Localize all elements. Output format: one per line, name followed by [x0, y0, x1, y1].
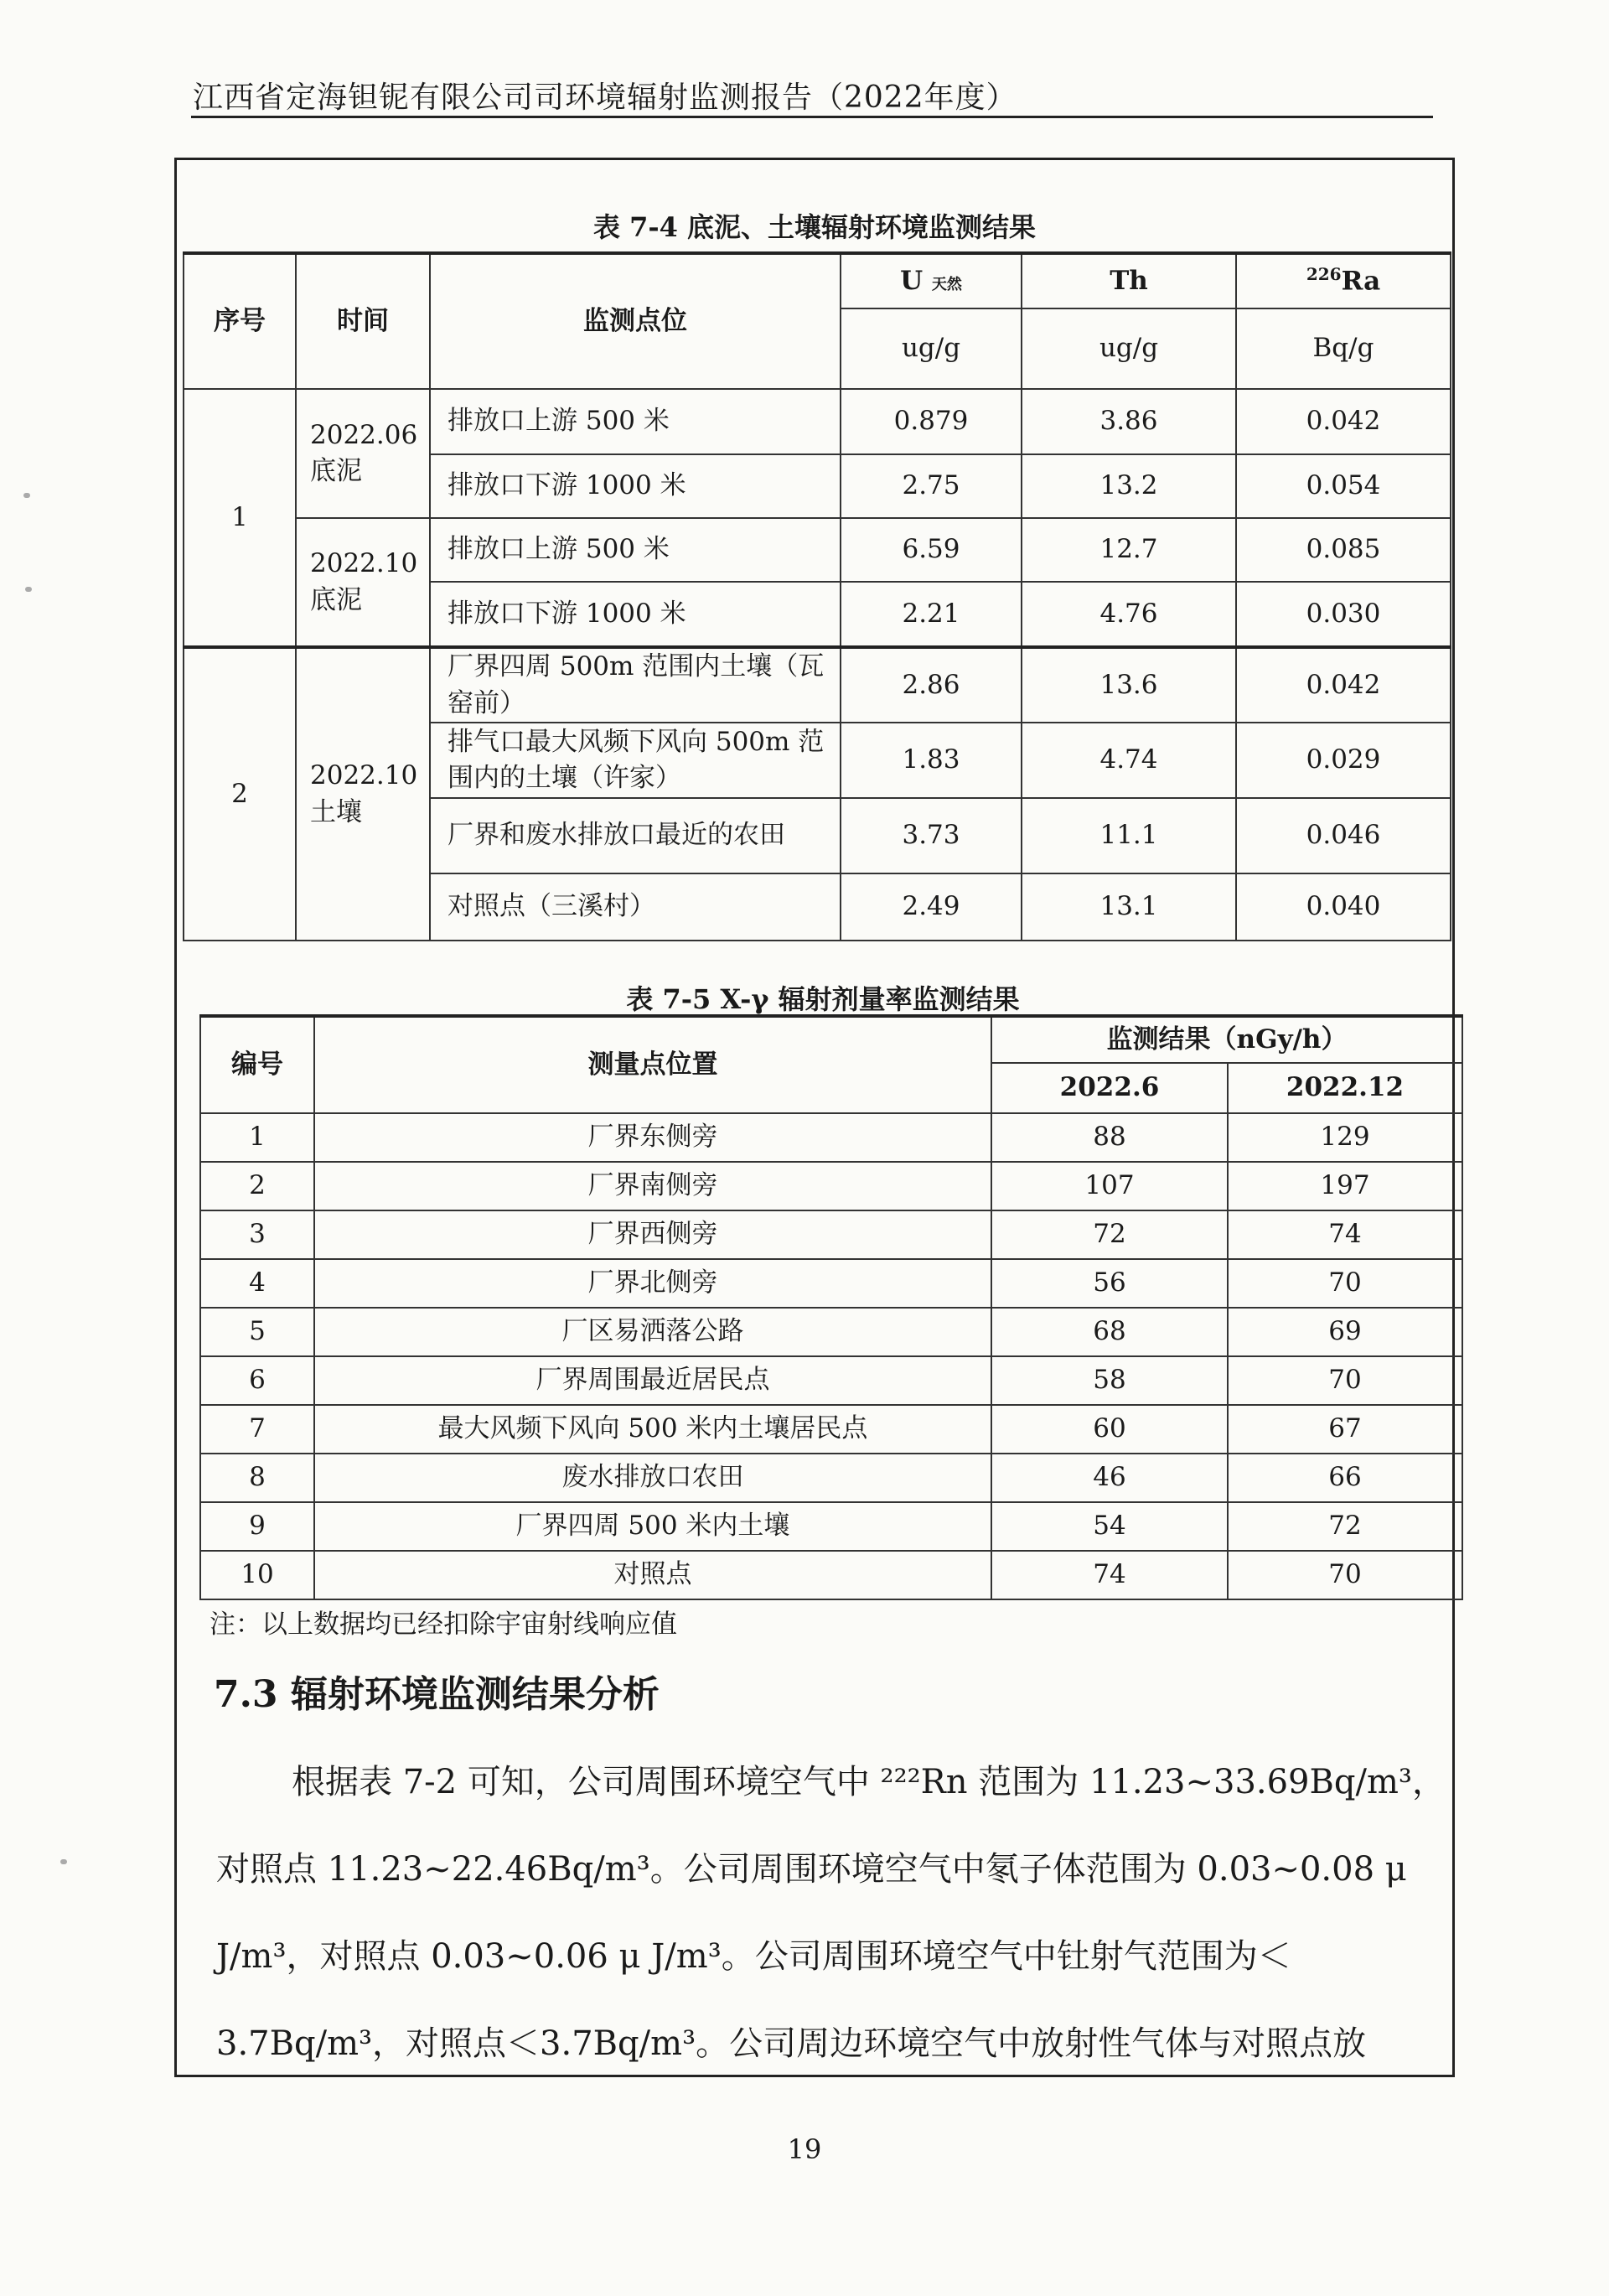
header-measure-location: 测量点位置 [314, 1016, 991, 1113]
value-2022-6: 60 [991, 1405, 1228, 1454]
id-cell: 2 [200, 1162, 314, 1210]
analysis-paragraph [216, 1739, 1456, 2087]
location-cell: 排放口下游 1000 米 [430, 454, 841, 518]
paragraph-line-2: 对照点 11.23~22.46Bq/m³。公司周围环境空气中氡子体范围为 0.03~0.08 μ [216, 1850, 1407, 1889]
id-cell: 7 [200, 1405, 314, 1454]
location-cell: 排气口最大风频下风向 500m 范围内的土壤（许家） [430, 723, 841, 798]
u-value: 6.59 [841, 518, 1022, 582]
value-2022-12: 129 [1228, 1113, 1462, 1162]
th-value: 4.74 [1022, 723, 1236, 798]
location-cell: 厂界四周 500m 范围内土壤（瓦窑前） [430, 647, 841, 723]
header-time: 时间 [296, 253, 430, 389]
u-value: 2.86 [841, 647, 1022, 723]
id-cell: 4 [200, 1259, 314, 1308]
table-row [200, 1356, 1462, 1405]
th-value: 13.6 [1022, 647, 1236, 723]
ra-value: 0.042 [1236, 647, 1451, 723]
id-cell: 3 [200, 1210, 314, 1259]
location-cell: 排放口上游 500 米 [430, 518, 841, 582]
value-2022-12: 66 [1228, 1454, 1462, 1502]
paragraph-line-1: 根据表 7-2 可知，公司周围环境空气中 ²²²Rn 范围为 11.23~33.69Bq/m³， [292, 1763, 1446, 1801]
value-2022-6: 54 [991, 1502, 1228, 1551]
measure-location-cell: 厂界四周 500 米内土壤 [314, 1502, 991, 1551]
report-header-title: 江西省定海钽铌有限公司司环境辐射监测报告（2022年度） [193, 80, 1017, 115]
table-row [200, 1162, 1462, 1210]
th-value: 11.1 [1022, 798, 1236, 873]
value-2022-6: 68 [991, 1308, 1228, 1356]
table-row [200, 1210, 1462, 1259]
table-row [200, 1454, 1462, 1502]
value-2022-6: 72 [991, 1210, 1228, 1259]
measure-location-cell: 厂界东侧旁 [314, 1113, 991, 1162]
u-value: 0.879 [841, 389, 1022, 454]
table-row [200, 1113, 1462, 1162]
ra-value: 0.085 [1236, 518, 1451, 582]
th-value: 13.2 [1022, 454, 1236, 518]
section-title: 7.3 辐射环境监测结果分析 [214, 1673, 660, 1716]
ra-value: 0.042 [1236, 389, 1451, 454]
measure-location-cell: 最大风频下风向 500 米内土壤居民点 [314, 1405, 991, 1454]
id-cell: 1 [200, 1113, 314, 1162]
ra-value: 0.029 [1236, 723, 1451, 798]
measure-location-cell: 厂界周围最近居民点 [314, 1356, 991, 1405]
location-cell: 厂界和废水排放口最近的农田 [430, 798, 841, 873]
table-row [184, 647, 1451, 723]
scan-speck [25, 587, 32, 592]
value-2022-6: 46 [991, 1454, 1228, 1502]
value-2022-6: 74 [991, 1551, 1228, 1599]
value-2022-12: 197 [1228, 1162, 1462, 1210]
ra-value: 0.054 [1236, 454, 1451, 518]
table-row [184, 518, 1451, 582]
table-row [200, 1259, 1462, 1308]
table-7-5-caption: 表 7-5 X-γ 辐射剂量率监测结果 [626, 983, 1020, 1015]
measure-location-cell: 废水排放口农田 [314, 1454, 991, 1502]
header-u: U 天然 [841, 253, 1022, 308]
measure-location-cell: 厂界西侧旁 [314, 1210, 991, 1259]
scan-speck [23, 493, 30, 498]
ra-value: 0.046 [1236, 798, 1451, 873]
th-value: 13.1 [1022, 873, 1236, 941]
table-row [200, 1405, 1462, 1454]
value-2022-6: 56 [991, 1259, 1228, 1308]
seq-cell: 1 [184, 389, 296, 647]
id-cell: 8 [200, 1454, 314, 1502]
paragraph-line-4: 3.7Bq/m³，对照点＜3.7Bq/m³。公司周边环境空气中放射性气体与对照点放 [216, 2024, 1367, 2063]
table-7-4-caption: 表 7-4 底泥、土壤辐射环境监测结果 [592, 211, 1037, 243]
header-u-subscript: 天然 [931, 275, 962, 293]
ra-value: 0.030 [1236, 582, 1451, 647]
value-2022-12: 70 [1228, 1551, 1462, 1599]
value-2022-12: 72 [1228, 1502, 1462, 1551]
location-cell: 排放口下游 1000 米 [430, 582, 841, 647]
paragraph-line-3: J/m³，对照点 0.03~0.06 μ J/m³。公司周围环境空气中钍射气范围为＜ [216, 1937, 1291, 1976]
page-number: 19 [787, 2133, 822, 2165]
table-7-4 [183, 251, 1451, 941]
table-row [200, 1551, 1462, 1599]
measure-location-cell: 厂界北侧旁 [314, 1259, 991, 1308]
time-cell: 2022.10 底泥 [296, 518, 430, 647]
location-cell: 排放口上游 500 米 [430, 389, 841, 454]
measure-location-cell: 厂区易洒落公路 [314, 1308, 991, 1356]
measure-location-cell: 对照点 [314, 1551, 991, 1599]
table-row [200, 1502, 1462, 1551]
value-2022-6: 107 [991, 1162, 1228, 1210]
th-value: 12.7 [1022, 518, 1236, 582]
unit-th: ug/g [1022, 308, 1236, 389]
unit-ra: Bq/g [1236, 308, 1451, 389]
id-cell: 10 [200, 1551, 314, 1599]
seq-cell: 2 [184, 647, 296, 941]
header-ra: $^{226}$Ra [1236, 253, 1451, 308]
table-note: 注：以上数据均已经扣除宇宙射线响应值 [210, 1609, 677, 1640]
table-7-5 [199, 1014, 1463, 1600]
header-seq: 序号 [184, 253, 296, 389]
location-cell: 对照点（三溪村） [430, 873, 841, 941]
header-th: Th [1022, 253, 1236, 308]
th-value: 4.76 [1022, 582, 1236, 647]
header-2022-6: 2022.6 [991, 1063, 1228, 1113]
value-2022-12: 67 [1228, 1405, 1462, 1454]
value-2022-12: 70 [1228, 1356, 1462, 1405]
u-value: 3.73 [841, 798, 1022, 873]
th-value: 3.86 [1022, 389, 1236, 454]
id-cell: 9 [200, 1502, 314, 1551]
scan-speck [60, 1859, 67, 1864]
value-2022-12: 70 [1228, 1259, 1462, 1308]
header-result: 监测结果（nGy/h） [991, 1016, 1462, 1063]
id-cell: 5 [200, 1308, 314, 1356]
u-value: 2.49 [841, 873, 1022, 941]
value-2022-12: 74 [1228, 1210, 1462, 1259]
value-2022-12: 69 [1228, 1308, 1462, 1356]
value-2022-6: 58 [991, 1356, 1228, 1405]
u-value: 1.83 [841, 723, 1022, 798]
header-2022-12: 2022.12 [1228, 1063, 1462, 1113]
header-rule [191, 116, 1433, 118]
header-id: 编号 [200, 1016, 314, 1113]
time-cell: 2022.10 土壤 [296, 647, 430, 941]
value-2022-6: 88 [991, 1113, 1228, 1162]
table-row [200, 1308, 1462, 1356]
header-location: 监测点位 [430, 253, 841, 389]
u-value: 2.21 [841, 582, 1022, 647]
u-value: 2.75 [841, 454, 1022, 518]
ra-value: 0.040 [1236, 873, 1451, 941]
measure-location-cell: 厂界南侧旁 [314, 1162, 991, 1210]
time-cell: 2022.06 底泥 [296, 389, 430, 518]
unit-u: ug/g [841, 308, 1022, 389]
table-row [184, 389, 1451, 454]
id-cell: 6 [200, 1356, 314, 1405]
